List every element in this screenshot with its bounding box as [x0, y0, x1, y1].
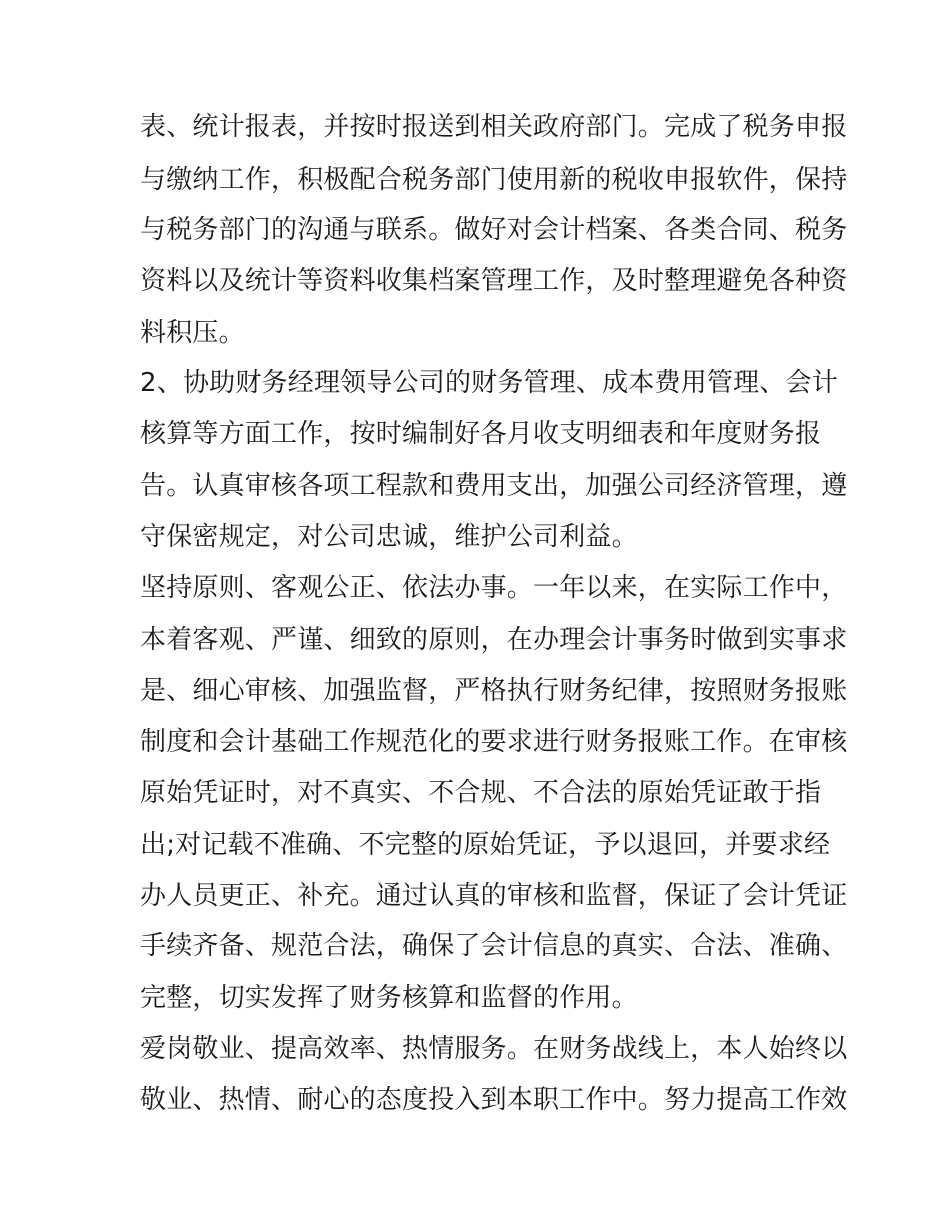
text-line: 与缴纳工作，积极配合税务部门使用新的税收申报软件，保持	[140, 165, 848, 195]
text-line: 本着客观、严谨、细致的原则，在办理会计事务时做到实事求	[140, 625, 848, 655]
text-line: 核算等方面工作，按时编制好各月收支明细表和年度财务报	[140, 419, 822, 449]
text-line: 制度和会计基础工作规范化的要求进行财务报账工作。在审核	[140, 727, 848, 757]
text-line: 是、细心审核、加强监督，严格执行财务纪律，按照财务报账	[140, 676, 848, 706]
text-line: 办人员更正、补充。通过认真的审核和监督，保证了会计凭证	[140, 881, 848, 911]
text-line: 坚持原则、客观公正、依法办事。一年以来，在实际工作中，	[140, 573, 848, 603]
text-line: 与税务部门的沟通与联系。做好对会计档案、各类合同、税务	[140, 215, 848, 245]
text-line: 手续齐备、规范合法，确保了会计信息的真实、合法、准确、	[140, 931, 848, 961]
text-line: 原始凭证时，对不真实、不合规、不合法的原始凭证敢于指	[140, 778, 822, 808]
text-line: 完整，切实发挥了财务核算和监督的作用。	[140, 983, 638, 1013]
text-line: 守保密规定，对公司忠诚，维护公司利益。	[140, 522, 638, 552]
text-line: 爱岗敬业、提高效率、热情服务。在财务战线上，本人始终以	[140, 1034, 848, 1064]
text-line: 敬业、热情、耐心的态度投入到本职工作中。努力提高工作效	[140, 1085, 848, 1115]
text-line: 2、协助财务经理领导公司的财务管理、成本费用管理、会计	[140, 368, 838, 398]
text-line: 料积压。	[140, 318, 245, 348]
text-line: 资料以及统计等资料收集档案管理工作，及时整理避免各种资	[140, 266, 848, 296]
text-line: 表、统计报表，并按时报送到相关政府部门。完成了税务申报	[140, 112, 848, 142]
text-line: 告。认真审核各项工程款和费用支出，加强公司经济管理，遵	[140, 471, 848, 501]
text-line: 出;对记载不准确、不完整的原始凭证，予以退回，并要求经	[140, 830, 831, 860]
